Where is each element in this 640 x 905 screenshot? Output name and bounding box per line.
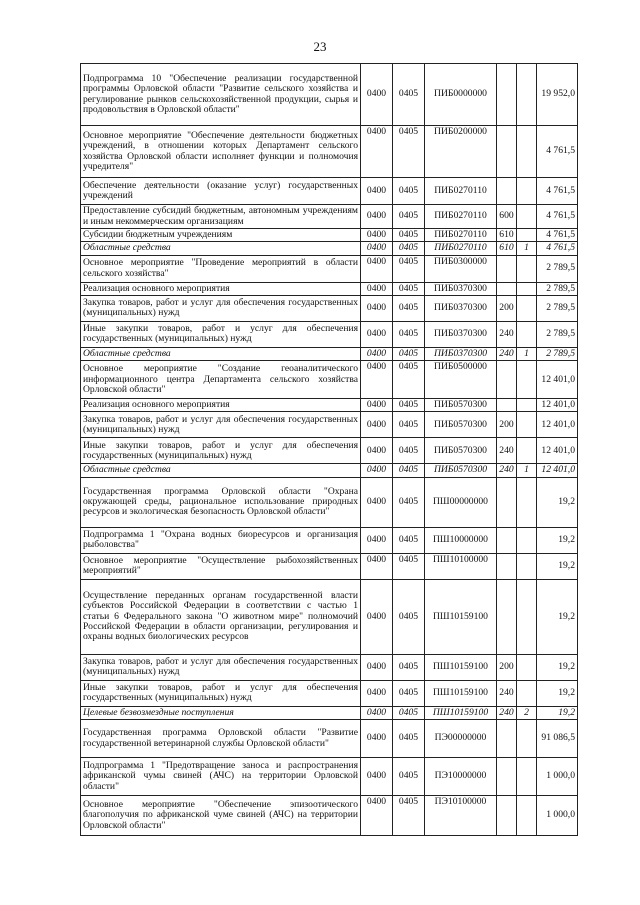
section-code-cell: 0400 <box>361 399 393 412</box>
target-article-cell: ПШ10159100 <box>425 680 497 706</box>
funding-source-cell <box>517 205 537 229</box>
target-article-cell: ПИБ0570300 <box>425 438 497 464</box>
subsection-code-cell: 0405 <box>393 126 425 178</box>
subsection-code-cell: 0405 <box>393 295 425 321</box>
row-name-cell: Иные закупки товаров, работ и услуг для обеспечения государственных (муниципальных) нужд <box>81 680 361 706</box>
subsection-code-cell: 0405 <box>393 399 425 412</box>
subsection-code-cell: 0405 <box>393 758 425 796</box>
expense-type-cell <box>497 720 517 758</box>
row-name-cell: Областные средства <box>81 242 361 255</box>
expense-type-cell: 610 <box>497 229 517 242</box>
section-code-cell: 0400 <box>361 464 393 477</box>
target-article-cell: ПИБ0300000 <box>425 255 497 282</box>
expense-type-cell <box>497 477 517 527</box>
table-row <box>81 399 578 412</box>
funding-source-cell <box>517 399 537 412</box>
expense-type-cell <box>497 758 517 796</box>
subsection-code-cell: 0405 <box>393 680 425 706</box>
target-article-cell: ПИБ0000000 <box>425 64 497 126</box>
target-article-cell: ПИБ0370300 <box>425 295 497 321</box>
target-article-cell: ПШ10159100 <box>425 579 497 654</box>
table-row <box>81 477 578 527</box>
subsection-code-cell: 0405 <box>393 321 425 347</box>
section-code-cell: 0400 <box>361 706 393 719</box>
row-name-cell: Закупка товаров, работ и услуг для обеспечения государственных (муниципальных) нужд <box>81 412 361 438</box>
subsection-code-cell: 0405 <box>393 654 425 680</box>
funding-source-cell <box>517 438 537 464</box>
amount-cell: 12 401,0 <box>537 412 578 438</box>
row-name-cell: Основное мероприятие "Обеспечение эпизоотического благополучия по африканской чуме свиней (АЧС) на территории Орловской области" <box>81 796 361 836</box>
funding-source-cell <box>517 412 537 438</box>
section-code-cell: 0400 <box>361 321 393 347</box>
section-code-cell: 0400 <box>361 295 393 321</box>
section-code-cell: 0400 <box>361 527 393 553</box>
table-row <box>81 579 578 654</box>
funding-source-cell <box>517 178 537 205</box>
section-code-cell: 0400 <box>361 553 393 579</box>
expense-type-cell <box>497 126 517 178</box>
expense-type-cell: 200 <box>497 412 517 438</box>
amount-cell: 19,2 <box>537 706 578 719</box>
section-code-cell: 0400 <box>361 242 393 255</box>
subsection-code-cell: 0405 <box>393 361 425 399</box>
amount-cell: 91 086,5 <box>537 720 578 758</box>
expense-type-cell <box>497 796 517 836</box>
table-row <box>81 242 578 255</box>
funding-source-cell <box>517 361 537 399</box>
row-name-cell: Областные средства <box>81 347 361 360</box>
target-article-cell: ПШ00000000 <box>425 477 497 527</box>
subsection-code-cell: 0405 <box>393 706 425 719</box>
table-row <box>81 464 578 477</box>
subsection-code-cell: 0405 <box>393 579 425 654</box>
expense-type-cell: 240 <box>497 438 517 464</box>
amount-cell: 2 789,5 <box>537 295 578 321</box>
amount-cell: 1 000,0 <box>537 758 578 796</box>
expense-type-cell <box>497 553 517 579</box>
section-code-cell: 0400 <box>361 758 393 796</box>
row-name-cell: Основное мероприятие "Создание геоаналитического информационного центра Департамента сельского хозяйства Орловской области" <box>81 361 361 399</box>
table-row <box>81 126 578 178</box>
subsection-code-cell: 0405 <box>393 438 425 464</box>
table-row <box>81 553 578 579</box>
subsection-code-cell: 0405 <box>393 229 425 242</box>
funding-source-cell <box>517 229 537 242</box>
expense-type-cell: 600 <box>497 205 517 229</box>
expense-type-cell: 200 <box>497 295 517 321</box>
subsection-code-cell: 0405 <box>393 205 425 229</box>
budget-table <box>80 63 578 836</box>
funding-source-cell <box>517 579 537 654</box>
funding-source-cell: 2 <box>517 706 537 719</box>
expense-type-cell: 240 <box>497 464 517 477</box>
table-row <box>81 680 578 706</box>
table-row <box>81 438 578 464</box>
target-article-cell: ПШ10159100 <box>425 654 497 680</box>
expense-type-cell <box>497 282 517 295</box>
amount-cell: 19,2 <box>537 477 578 527</box>
table-row <box>81 720 578 758</box>
funding-source-cell <box>517 321 537 347</box>
subsection-code-cell: 0405 <box>393 255 425 282</box>
amount-cell: 4 761,5 <box>537 178 578 205</box>
amount-cell: 2 789,5 <box>537 347 578 360</box>
section-code-cell: 0400 <box>361 477 393 527</box>
amount-cell: 12 401,0 <box>537 361 578 399</box>
funding-source-cell <box>517 796 537 836</box>
section-code-cell: 0400 <box>361 720 393 758</box>
table-row <box>81 321 578 347</box>
target-article-cell: ПИБ0200000 <box>425 126 497 178</box>
amount-cell: 4 761,5 <box>537 126 578 178</box>
row-name-cell: Основное мероприятие "Обеспечение деятельности бюджетных учреждений, в отношении которых Департамент сельского хозяйства Орловской области исполняет функции и полномочия учредителя" <box>81 126 361 178</box>
expense-type-cell <box>497 399 517 412</box>
section-code-cell: 0400 <box>361 654 393 680</box>
subsection-code-cell: 0405 <box>393 477 425 527</box>
subsection-code-cell: 0405 <box>393 64 425 126</box>
page-number: 23 <box>313 39 327 54</box>
expense-type-cell <box>497 361 517 399</box>
row-name-cell: Подпрограмма 1 "Предотвращение заноса и распространения африканской чумы свиней (АЧС) на территории Орловской области" <box>81 758 361 796</box>
subsection-code-cell: 0405 <box>393 527 425 553</box>
row-name-cell: Подпрограмма 10 "Обеспечение реализации государственной программы Орловской области "Развитие сельского хозяйства и регулирование рынков сельскохозяйственной продукции, сырья и продовольствия в Орловской области" <box>81 64 361 126</box>
table-row <box>81 706 578 719</box>
section-code-cell: 0400 <box>361 680 393 706</box>
funding-source-cell <box>517 680 537 706</box>
amount-cell: 12 401,0 <box>537 464 578 477</box>
table-row <box>81 412 578 438</box>
section-code-cell: 0400 <box>361 347 393 360</box>
row-name-cell: Предоставление субсидий бюджетным, автономным учреждениям и иным некоммерческим организациям <box>81 205 361 229</box>
amount-cell: 2 789,5 <box>537 282 578 295</box>
section-code-cell: 0400 <box>361 126 393 178</box>
target-article-cell: ПИБ0570300 <box>425 399 497 412</box>
target-article-cell: ПИБ0370300 <box>425 282 497 295</box>
funding-source-cell <box>517 295 537 321</box>
row-name-cell: Основное мероприятие "Осуществление рыбохозяйственных мероприятий" <box>81 553 361 579</box>
row-name-cell: Обеспечение деятельности (оказание услуг) государственных учреждений <box>81 178 361 205</box>
subsection-code-cell: 0405 <box>393 347 425 360</box>
amount-cell: 2 789,5 <box>537 255 578 282</box>
table-row <box>81 205 578 229</box>
expense-type-cell: 240 <box>497 706 517 719</box>
expense-type-cell: 240 <box>497 321 517 347</box>
expense-type-cell <box>497 64 517 126</box>
amount-cell: 12 401,0 <box>537 438 578 464</box>
table-row <box>81 361 578 399</box>
funding-source-cell <box>517 477 537 527</box>
subsection-code-cell: 0405 <box>393 282 425 295</box>
target-article-cell: ПИБ0570300 <box>425 464 497 477</box>
subsection-code-cell: 0405 <box>393 796 425 836</box>
target-article-cell: ПЭ10100000 <box>425 796 497 836</box>
row-name-cell: Осуществление переданных органам государственной власти субъектов Российской Федерации в соответствии с частью 1 статьи 6 Федерального закона "О животном мире" полномочий Российской Федерации в области организации, регулирования и охраны водных биологических ресурсов <box>81 579 361 654</box>
expense-type-cell: 240 <box>497 347 517 360</box>
funding-source-cell <box>517 255 537 282</box>
subsection-code-cell: 0405 <box>393 242 425 255</box>
target-article-cell: ПИБ0500000 <box>425 361 497 399</box>
target-article-cell: ПИБ0270110 <box>425 205 497 229</box>
expense-type-cell <box>497 527 517 553</box>
amount-cell: 1 000,0 <box>537 796 578 836</box>
target-article-cell: ПИБ0370300 <box>425 347 497 360</box>
subsection-code-cell: 0405 <box>393 464 425 477</box>
row-name-cell: Закупка товаров, работ и услуг для обеспечения государственных (муниципальных) нужд <box>81 295 361 321</box>
target-article-cell: ПЭ10000000 <box>425 758 497 796</box>
funding-source-cell <box>517 64 537 126</box>
funding-source-cell <box>517 553 537 579</box>
amount-cell: 4 761,5 <box>537 229 578 242</box>
target-article-cell: ПИБ0270110 <box>425 229 497 242</box>
table-row <box>81 796 578 836</box>
table-row <box>81 295 578 321</box>
target-article-cell: ПШ10159100 <box>425 706 497 719</box>
table-row <box>81 64 578 126</box>
target-article-cell: ПШ10100000 <box>425 553 497 579</box>
amount-cell: 19,2 <box>537 553 578 579</box>
row-name-cell: Государственная программа Орловской области "Развитие государственной ветеринарной службы Орловской области" <box>81 720 361 758</box>
funding-source-cell: 1 <box>517 242 537 255</box>
funding-source-cell <box>517 654 537 680</box>
table-row <box>81 347 578 360</box>
row-name-cell: Целевые безвозмездные поступления <box>81 706 361 719</box>
table-row <box>81 654 578 680</box>
row-name-cell: Субсидии бюджетным учреждениям <box>81 229 361 242</box>
subsection-code-cell: 0405 <box>393 720 425 758</box>
section-code-cell: 0400 <box>361 255 393 282</box>
table-row <box>81 255 578 282</box>
row-name-cell: Реализация основного мероприятия <box>81 282 361 295</box>
amount-cell: 19,2 <box>537 527 578 553</box>
table-row <box>81 527 578 553</box>
funding-source-cell: 1 <box>517 347 537 360</box>
amount-cell: 12 401,0 <box>537 399 578 412</box>
amount-cell: 19 952,0 <box>537 64 578 126</box>
amount-cell: 19,2 <box>537 680 578 706</box>
amount-cell: 4 761,5 <box>537 205 578 229</box>
target-article-cell: ПИБ0270110 <box>425 242 497 255</box>
row-name-cell: Иные закупки товаров, работ и услуг для обеспечения государственных (муниципальных) нужд <box>81 321 361 347</box>
row-name-cell: Подпрограмма 1 "Охрана водных биоресурсов и организация рыболовства" <box>81 527 361 553</box>
row-name-cell: Областные средства <box>81 464 361 477</box>
amount-cell: 4 761,5 <box>537 242 578 255</box>
row-name-cell: Иные закупки товаров, работ и услуг для обеспечения государственных (муниципальных) нужд <box>81 438 361 464</box>
table-row <box>81 229 578 242</box>
section-code-cell: 0400 <box>361 796 393 836</box>
expense-type-cell: 610 <box>497 242 517 255</box>
section-code-cell: 0400 <box>361 178 393 205</box>
target-article-cell: ПШ10000000 <box>425 527 497 553</box>
section-code-cell: 0400 <box>361 282 393 295</box>
section-code-cell: 0400 <box>361 205 393 229</box>
section-code-cell: 0400 <box>361 229 393 242</box>
target-article-cell: ПИБ0570300 <box>425 412 497 438</box>
subsection-code-cell: 0405 <box>393 178 425 205</box>
table-row <box>81 282 578 295</box>
row-name-cell: Реализация основного мероприятия <box>81 399 361 412</box>
funding-source-cell <box>517 126 537 178</box>
table-row <box>81 758 578 796</box>
target-article-cell: ПИБ0370300 <box>425 321 497 347</box>
funding-source-cell <box>517 527 537 553</box>
funding-source-cell <box>517 720 537 758</box>
expense-type-cell <box>497 255 517 282</box>
target-article-cell: ПЭ00000000 <box>425 720 497 758</box>
amount-cell: 2 789,5 <box>537 321 578 347</box>
section-code-cell: 0400 <box>361 64 393 126</box>
funding-source-cell <box>517 758 537 796</box>
funding-source-cell <box>517 282 537 295</box>
subsection-code-cell: 0405 <box>393 553 425 579</box>
expense-type-cell <box>497 178 517 205</box>
section-code-cell: 0400 <box>361 579 393 654</box>
section-code-cell: 0400 <box>361 361 393 399</box>
amount-cell: 19,2 <box>537 654 578 680</box>
funding-source-cell: 1 <box>517 464 537 477</box>
expense-type-cell <box>497 579 517 654</box>
section-code-cell: 0400 <box>361 412 393 438</box>
expense-type-cell: 200 <box>497 654 517 680</box>
row-name-cell: Основное мероприятие "Проведение мероприятий в области сельского хозяйства" <box>81 255 361 282</box>
section-code-cell: 0400 <box>361 438 393 464</box>
row-name-cell: Государственная программа Орловской области "Охрана окружающей среды, рациональное использование природных ресурсов и экологическая безопасность Орловской области" <box>81 477 361 527</box>
target-article-cell: ПИБ0270110 <box>425 178 497 205</box>
row-name-cell: Закупка товаров, работ и услуг для обеспечения государственных (муниципальных) нужд <box>81 654 361 680</box>
subsection-code-cell: 0405 <box>393 412 425 438</box>
table-row <box>81 178 578 205</box>
expense-type-cell: 240 <box>497 680 517 706</box>
amount-cell: 19,2 <box>537 579 578 654</box>
